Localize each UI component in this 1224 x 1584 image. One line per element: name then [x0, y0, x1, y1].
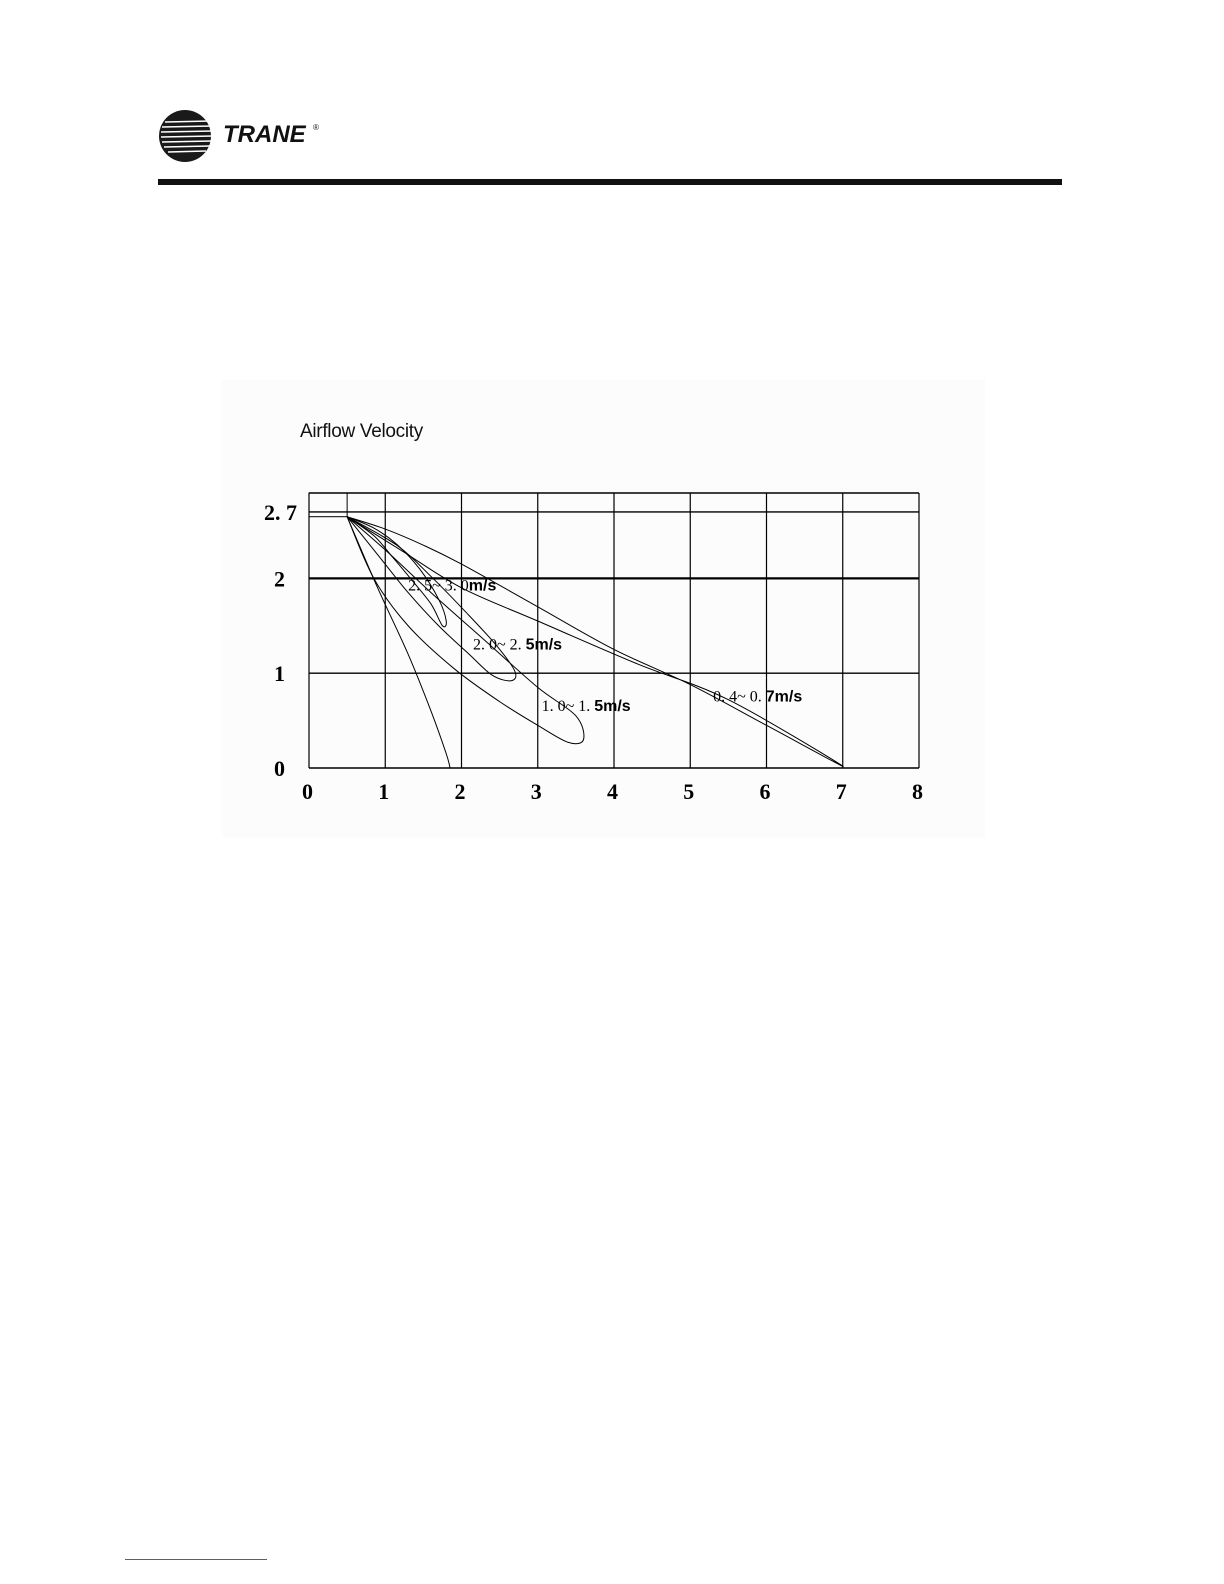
x-tick-label-4: 4 — [607, 779, 618, 804]
y-tick-label-2: 2 — [274, 566, 285, 592]
curve-label-3: 1. 0~ 1. 5m/s — [541, 698, 631, 716]
chart-title: Airflow Velocity — [300, 421, 423, 442]
velocity-curve-2 — [347, 517, 516, 681]
brand-wordmark: TRANE — [223, 121, 306, 148]
footer-link-underline — [125, 1559, 267, 1560]
x-tick-label-6: 6 — [759, 779, 771, 804]
x-tick-label-1: 1 — [378, 779, 390, 804]
y-tick-label-2.7: 2. 7 — [264, 499, 297, 525]
curve-label-1: 2. 5~ 3. 0m/s — [408, 577, 497, 595]
y-tick-label-1: 1 — [274, 661, 285, 687]
x-tick-label-8: 8 — [912, 779, 923, 804]
outlet-box — [309, 493, 347, 517]
x-tick-label-0: 0 — [302, 779, 313, 804]
curve-label-2: 2. 0~ 2. 5m/s — [472, 636, 563, 654]
y-tick-label-0: 0 — [274, 756, 285, 781]
x-tick-label-7: 7 — [835, 779, 847, 804]
registered-mark: ® — [313, 123, 319, 132]
x-tick-label-5: 5 — [683, 779, 695, 804]
x-tick-label-3: 3 — [530, 779, 542, 804]
curve-label-4: 0. 4~ 0. 7m/s — [713, 688, 803, 706]
x-tick-label-2: 2 — [454, 779, 466, 804]
velocity-curve-4 — [347, 517, 843, 767]
